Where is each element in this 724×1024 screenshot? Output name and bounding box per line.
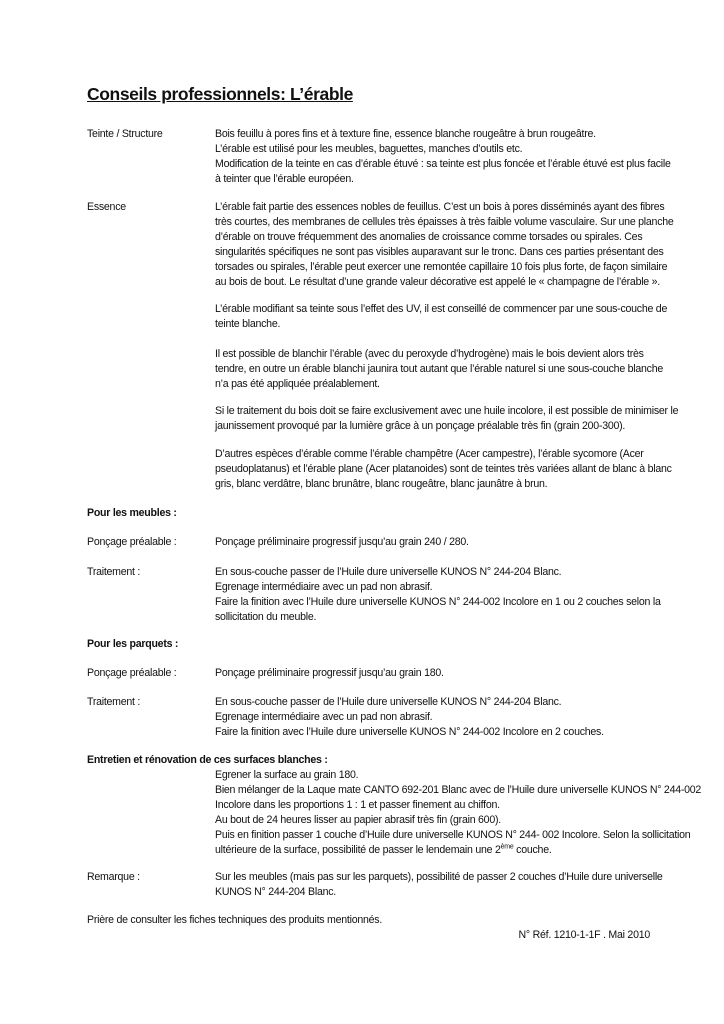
text-line: gris, blanc verdâtre, blanc brunâtre, blanc rougeâtre, blanc jaunâtre à brun.: [215, 478, 548, 490]
essence-paragraph-2: [215, 302, 667, 332]
text-line: L’érable est utilisé pour les meubles, baguettes, manches d’outils etc.: [215, 143, 523, 155]
text-fragment: couche.: [513, 844, 552, 856]
text-line: Egrener la surface au grain 180.: [215, 769, 359, 781]
text-line: Puis en finition passer 1 couche d’Huile dure universelle KUNOS N° 244- 002 Incolore. Selon la sollicitation: [215, 829, 691, 841]
meubles-poncage-text: Ponçage préliminaire progressif jusqu’au grain 240 / 280.: [215, 536, 469, 548]
parquets-poncage-label: Ponçage préalable :: [87, 667, 177, 679]
text-line: sollicitation du meuble.: [215, 611, 317, 623]
teinte-text: [215, 127, 671, 187]
entretien-heading: Entretien et rénovation de ces surfaces blanches :: [87, 754, 328, 766]
text-line: à teinter que l’érable européen.: [215, 173, 354, 185]
meubles-poncage-label: Ponçage préalable :: [87, 536, 177, 548]
meubles-traitement-text: [215, 565, 661, 625]
remarque-label: Remarque :: [87, 871, 140, 883]
text-line: Bois feuillu à pores fins et à texture fine, essence blanche rougeâtre à brun rougeâtre.: [215, 128, 596, 140]
text-line: Il est possible de blanchir l’érable (avec du peroxyde d’hydrogène) mais le bois devient alors très: [215, 348, 644, 360]
text-line: Bien mélanger de la Laque mate CANTO 692-201 Blanc avec de l’Huile dure universelle KUNOS N° 244-002: [215, 784, 702, 796]
text-line: Au bout de 24 heures lisser au papier abrasif très fin (grain 600).: [215, 814, 501, 826]
text-line: torsades ou spirales, l’érable peut exercer une remontée capillaire 10 fois plus forte, de façon similaire: [215, 261, 668, 273]
text-line: Incolore dans les proportions 1 : 1 et passer finement au chiffon.: [215, 799, 500, 811]
parquets-traitement-label: Traitement :: [87, 696, 141, 708]
text-line: teinte blanche.: [215, 318, 281, 330]
text-line: Faire la finition avec l’Huile dure universelle KUNOS N° 244-002 Incolore en 1 ou 2 couches selon la: [215, 596, 661, 608]
text-line: Faire la finition avec l’Huile dure universelle KUNOS N° 244-002 Incolore en 2 couches.: [215, 726, 604, 738]
meubles-heading: Pour les meubles :: [87, 507, 177, 519]
text-line: L’érable fait partie des essences nobles de feuillus. C’est un bois à pores disséminés ayant des fibres: [215, 201, 665, 213]
document-reference: N° Réf. 1210-1-1F . Mai 2010: [518, 929, 650, 941]
text-line: au bois de bout. Le résultat d’une grande valeur décorative est appelé le « champagne de l’érable ».: [215, 276, 660, 288]
text-line: tendre, en outre un érable blanchi jaunira tout autant que l’érable naturel si une sous-couche blanche: [215, 363, 664, 375]
footer-note: Prière de consulter les fiches techniques des produits mentionnés.: [87, 914, 383, 926]
superscript: ème: [500, 843, 514, 851]
parquets-heading: Pour les parquets :: [87, 638, 179, 650]
text-line: En sous-couche passer de l’Huile dure universelle KUNOS N° 244-204 Blanc.: [215, 696, 562, 708]
parquets-poncage-text: Ponçage préliminaire progressif jusqu’au grain 180.: [215, 667, 444, 679]
text-line: Sur les meubles (mais pas sur les parquets), possibilité de passer 2 couches d’Huile dure universelle: [215, 871, 663, 883]
text-line: n’a pas été appliquée préalablement.: [215, 378, 380, 390]
essence-paragraph-4: [215, 404, 678, 434]
text-line: Egrenage intermédiaire avec un pad non abrasif.: [215, 581, 433, 593]
text-line: pseudoplatanus) et l’érable plane (Acer platanoides) sont de teintes très variées allant de blanc à blanc: [215, 463, 672, 475]
text-line: KUNOS N° 244-204 Blanc.: [215, 886, 336, 898]
text-line: L’érable modifiant sa teinte sous l’effet des UV, il est conseillé de commencer par une sous-couche de: [215, 303, 668, 315]
remarque-text: [215, 870, 663, 900]
text-line: Modification de la teinte en cas d’érable étuvé : sa teinte est plus foncée et l’érable étuvé est plus facile: [215, 158, 671, 170]
text-line: singularités spécifiques ne sont pas visibles auparavant sur le tronc. Dans ces parties présentant des: [215, 246, 664, 258]
text-line: jaunissement provoqué par la lumière grâce à un ponçage préalable très fin (grain 200-300).: [215, 420, 626, 432]
page-title: Conseils professionnels: L’érable: [87, 84, 353, 104]
text-line: D’autres espèces d’érable comme l’érable champêtre (Acer campestre), l’érable sycomore (Acer: [215, 448, 644, 460]
text-line: Egrenage intermédiaire avec un pad non abrasif.: [215, 711, 433, 723]
text-line: d’érable on trouve fréquemment des anomalies de croissance comme torsades ou spirales. Ces: [215, 231, 643, 243]
essence-label: Essence: [87, 201, 126, 213]
essence-paragraph-3: [215, 347, 663, 392]
meubles-traitement-label: Traitement :: [87, 566, 141, 578]
text-line: En sous-couche passer de l’Huile dure universelle KUNOS N° 244-204 Blanc.: [215, 566, 562, 578]
teinte-label: Teinte / Structure: [87, 128, 163, 140]
text-line: très courtes, des membranes de cellules très épaisses à très faible volume vasculaire. Sur une planche: [215, 216, 674, 228]
essence-paragraph-1: [215, 200, 674, 290]
essence-paragraph-5: [215, 447, 672, 492]
text-line: [215, 843, 701, 858]
text-fragment: ultérieure de la surface, possibilité de passer le lendemain une 2: [215, 844, 501, 856]
entretien-text: [215, 768, 701, 858]
text-line: Si le traitement du bois doit se faire exclusivement avec une huile incolore, il est possible de minimiser le: [215, 405, 679, 417]
parquets-traitement-text: [215, 695, 604, 740]
